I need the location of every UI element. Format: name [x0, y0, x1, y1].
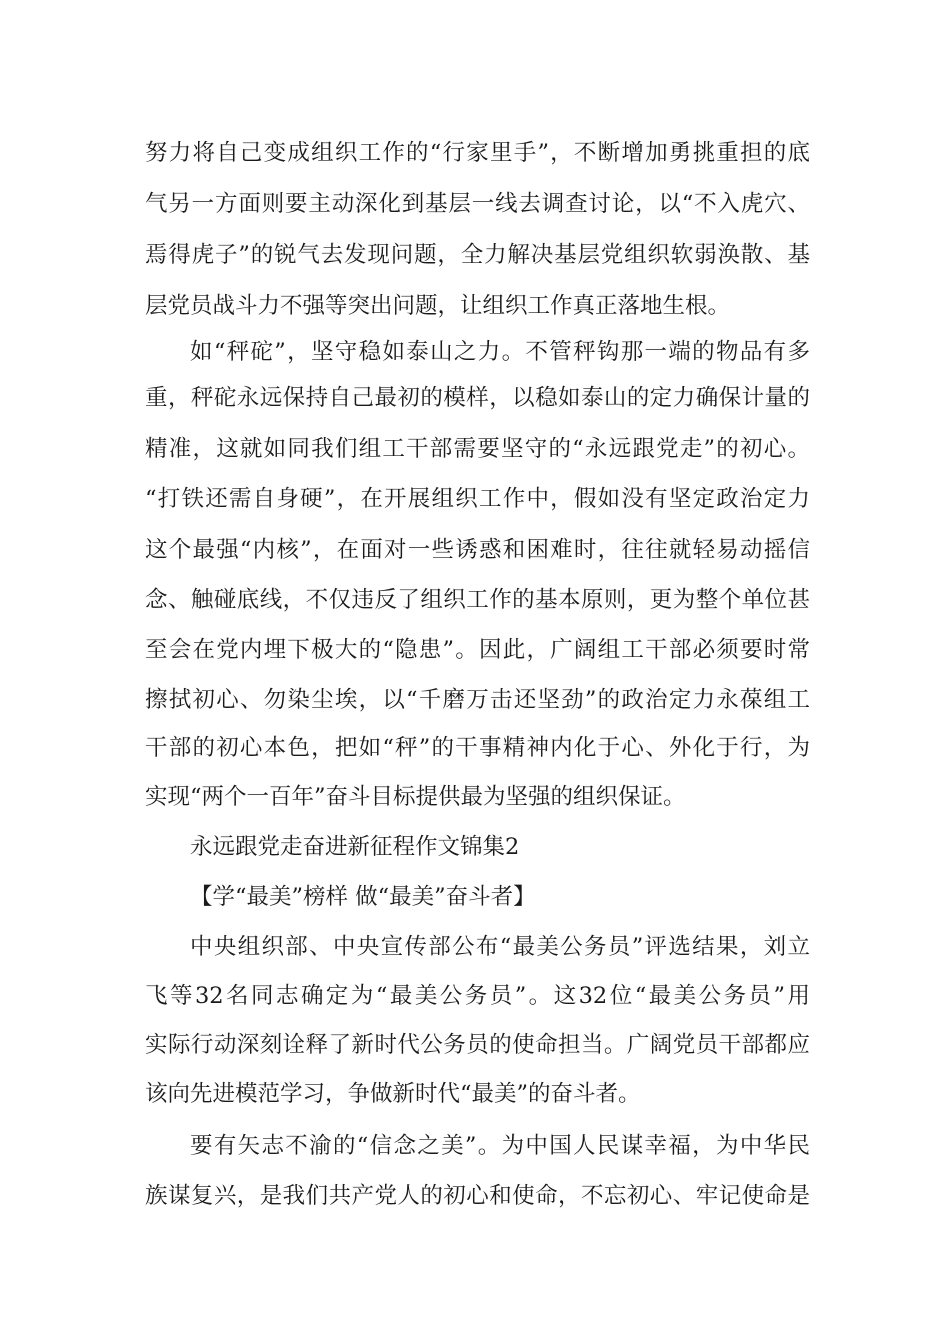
- text-line: 念、触碰底线，不仅违反了组织工作的基本原则，更为整个单位甚: [145, 587, 810, 613]
- paragraph-first-line: 要有矢志不渝的“信念之美”。为中国人民谋幸福，为中华民: [190, 1133, 810, 1159]
- paragraph-first-line: 中央组织部、中央宣传部公布“最美公务员”评选结果，刘立: [190, 934, 810, 960]
- section-heading: 永远跟党走奋进新征程作文锦集2: [190, 834, 520, 860]
- article-title: 【学“最美”榜样 做“最美”奋斗者】: [190, 884, 536, 910]
- text-line: 干部的初心本色，把如“秤”的干事精神内化于心、外化于行，为: [145, 735, 810, 761]
- text-line: 层党员战斗力不强等突出问题，让组织工作真正落地生根。: [145, 293, 731, 319]
- text-line: 至会在党内埋下极大的“隐患”。因此，广阔组工干部必须要时常: [145, 637, 810, 663]
- text-line: 实际行动深刻诠释了新时代公务员的使命担当。广阔党员干部都应: [145, 1032, 810, 1058]
- text-line: 努力将自己变成组织工作的“行家里手”，不断增加勇挑重担的底: [145, 140, 810, 166]
- text-line: 飞等32名同志确定为“最美公务员”。这32位“最美公务员”用: [145, 983, 810, 1009]
- paragraph-first-line: 如“秤砣”，坚守稳如泰山之力。不管秤钩那一端的物品有多: [190, 339, 810, 365]
- text-line: 这个最强“内核”，在面对一些诱惑和困难时，往往就轻易动摇信: [145, 537, 810, 563]
- text-line: 擦拭初心、勿染尘埃，以“千磨万击还坚劲”的政治定力永葆组工: [145, 687, 810, 713]
- text-line: 焉得虎子”的锐气去发现问题，全力解决基层党组织软弱涣散、基: [145, 242, 810, 268]
- text-line: 实现“两个一百年”奋斗目标提供最为坚强的组织保证。: [145, 784, 686, 810]
- text-line: 族谋复兴，是我们共产党人的初心和使命，不忘初心、牢记使命是: [145, 1183, 810, 1209]
- text-line: 气另一方面则要主动深化到基层一线去调查讨论，以“不入虎穴、: [145, 191, 810, 217]
- text-line: 精准，这就如同我们组工干部需要坚守的“永远跟党走”的初心。: [145, 436, 810, 462]
- text-line: 该向先进模范学习，争做新时代“最美”的奋斗者。: [145, 1081, 641, 1107]
- text-line: “打铁还需自身硬”，在开展组织工作中，假如没有坚定政治定力: [145, 486, 810, 512]
- text-line: 重，秤砣永远保持自己最初的模样，以稳如泰山的定力确保计量的: [145, 385, 810, 411]
